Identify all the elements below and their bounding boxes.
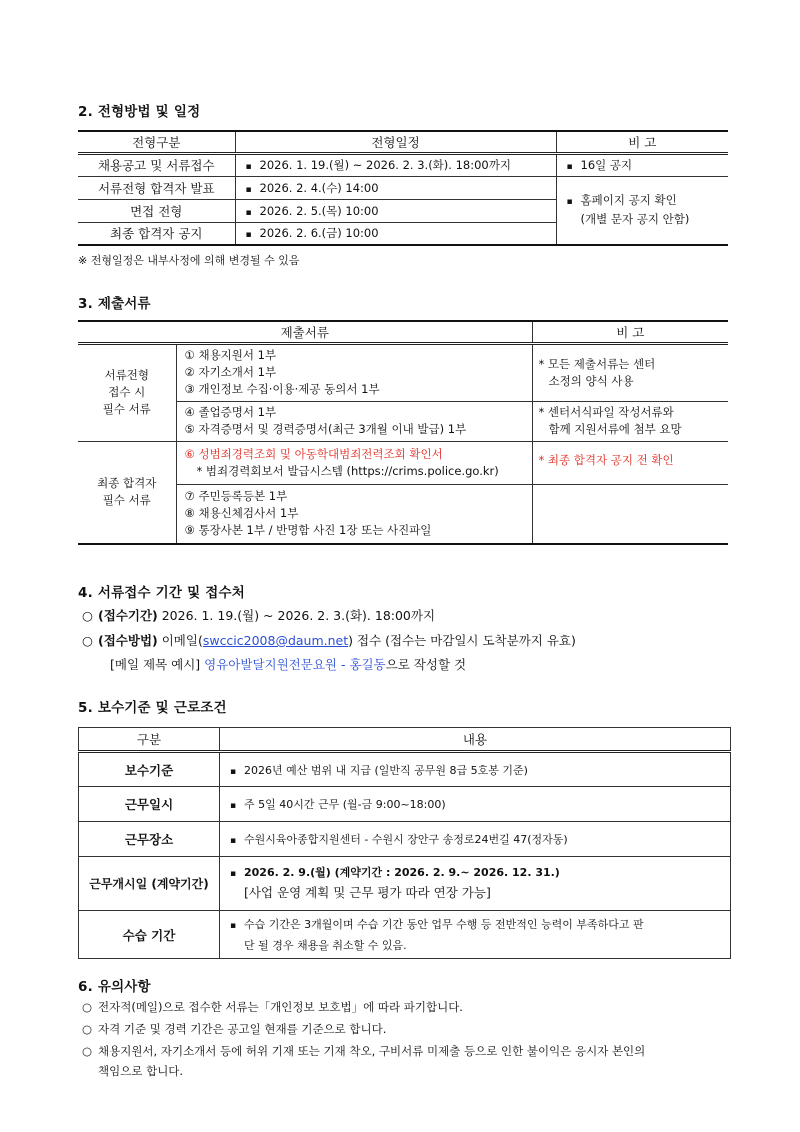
- conditions-content: ▪ 수원시육아종합지원센터 - 수원시 장안구 송정로24번길 47(정자동): [220, 822, 731, 857]
- list-item: ⑤ 자격증명서 및 경력증명서(최근 3개월 이내 발급) 1부: [184, 422, 467, 436]
- schedule-type: 서류전형 합격자 발표: [78, 176, 235, 199]
- merged-note-line1: 홈페이지 공지 확인: [580, 193, 677, 208]
- schedule-note: ▪ 16일 공지: [556, 153, 728, 176]
- group1-note-a: * 모든 제출서류는 센터 소정의 양식 사용: [532, 343, 728, 401]
- schedule-table: [78, 130, 728, 246]
- group2-items-b: [176, 484, 532, 544]
- group1-items-a: [176, 343, 532, 401]
- method-label: (접수방법): [98, 633, 158, 648]
- group1-items-b: [176, 401, 532, 441]
- table-row: [78, 176, 728, 199]
- table-row: [78, 484, 728, 544]
- conditions-header-content: 내용: [220, 728, 731, 752]
- schedule-date: ▪ 2026. 2. 5.(목) 10:00: [235, 199, 556, 222]
- group2-items-a: [176, 441, 532, 484]
- section6-title: 6. 유의사항: [78, 979, 151, 995]
- method-line: ○ (접수방법) 이메일(swccic2008@daum.net) 접수 (접수는 마감일시 도착분까지 유효): [82, 633, 576, 648]
- table-row: [79, 787, 731, 822]
- period-label: (접수기간): [98, 608, 158, 623]
- conditions-table: [78, 727, 731, 959]
- schedule-type: 채용공고 및 서류접수: [78, 153, 235, 176]
- list-item: ○ 자격 기준 및 경력 기간은 공고일 현재를 기준으로 합니다.: [82, 1022, 387, 1036]
- table-row: [79, 911, 731, 959]
- list-item: ④ 졸업증명서 1부: [184, 405, 277, 419]
- table-row: [79, 752, 731, 787]
- section5-title: 5. 보수기준 및 근로조건: [78, 700, 227, 716]
- conditions-content: ▪ 주 5일 40시간 근무 (월-금 9:00~18:00): [220, 787, 731, 822]
- schedule-header-note: 비 고: [556, 131, 728, 153]
- documents-header: 제출서류: [78, 321, 532, 343]
- list-item: ○ 전자적(메일)으로 접수한 서류는「개인정보 보호법」에 따라 파기합니다.: [82, 1000, 463, 1014]
- group2-note-a: * 최종 합격자 공지 전 확인: [532, 441, 728, 484]
- conditions-label: 보수기준: [79, 752, 220, 787]
- schedule-merged-note: ▪ 홈페이지 공지 확인 (개별 문자 공지 안함): [556, 176, 728, 245]
- schedule-footnote: ※ 전형일정은 내부사정에 의해 변경될 수 있음: [78, 254, 300, 267]
- table-row: [79, 857, 731, 911]
- schedule-header-date: 전형일정: [235, 131, 556, 153]
- table-row: [78, 343, 728, 401]
- conditions-label: 근무일시: [79, 787, 220, 822]
- table-row: [79, 822, 731, 857]
- conditions-label: 근무장소: [79, 822, 220, 857]
- documents-table: [78, 320, 728, 545]
- probation-label: 수습 기간: [79, 911, 220, 959]
- schedule-date: ▪ 2026. 2. 6.(금) 10:00: [235, 222, 556, 245]
- subject-example-line: [메일 제목 예시] 영유아발달지원전문요원 - 홍길동으로 작성할 것: [110, 657, 467, 672]
- section2-title: 2. 전형방법 및 일정: [78, 104, 201, 120]
- group1-note-b: * 센터서식파일 작성서류와 함께 지원서류에 첨부 요망: [532, 401, 728, 441]
- start-content: ▪ 2026. 2. 9.(월) (계약기간 : 2026. 2. 9.~ 2026. 12. 31.) [사업 운영 계획 및 근무 평가 따라 연장 가능]: [220, 857, 731, 911]
- period-text: 2026. 1. 19.(월) ~ 2026. 2. 3.(화). 18:00까지: [161, 608, 436, 623]
- list-item: ⑨ 통장사본 1부 / 반명함 사진 1장 또는 사진파일: [184, 523, 432, 538]
- list-item: * 범죄경력회보서 발급시스템 (https://crims.police.go.kr): [196, 463, 499, 478]
- table-row: [78, 441, 728, 484]
- schedule-type: 최종 합격자 공지: [78, 222, 235, 245]
- probation-content: ▪ 수습 기간은 3개월이며 수습 기간 동안 업무 수행 등 전반적인 능력이 부족하다고 판 단 될 경우 채용을 취소할 수 있음.: [220, 911, 731, 959]
- group2-label: 최종 합격자 필수 서류: [78, 441, 176, 544]
- table-row: [78, 401, 728, 441]
- conditions-content: ▪ 2026년 예산 범위 내 지급 (일반직 공무원 8급 5호봉 기준): [220, 752, 731, 787]
- conditions-header-type: 구분: [79, 728, 220, 752]
- list-item: ○ 채용지원서, 자기소개서 등에 허위 기재 또는 기재 착오, 구비서류 미제출 등으로 인한 불이익은 응시자 본인의: [82, 1044, 646, 1058]
- list-item: ⑦ 주민등록등본 1부: [184, 489, 288, 504]
- list-item: ⑧ 채용신체검사서 1부: [184, 506, 299, 521]
- period-line: ○ (접수기간) 2026. 1. 19.(월) ~ 2026. 2. 3.(화). 18:00까지: [82, 608, 436, 623]
- section4-title: 4. 서류접수 기간 및 접수처: [78, 585, 245, 601]
- schedule-date: ▪ 2026. 2. 4.(수) 14:00: [235, 176, 556, 199]
- group1-label: 서류전형 접수 시 필수 서류: [78, 343, 176, 441]
- schedule-type: 면접 전형: [78, 199, 235, 222]
- table-row: [78, 153, 728, 176]
- documents-header-note: 비 고: [532, 321, 728, 343]
- email-link[interactable]: swccic2008@daum.net: [202, 633, 349, 648]
- section3-title: 3. 제출서류: [78, 296, 151, 312]
- list-item: ⑥ 성범죄경력조회 및 아동학대범죄전력조회 확인서: [184, 446, 443, 461]
- start-label: 근무개시일 (계약기간): [79, 857, 220, 911]
- schedule-header-type: 전형구분: [78, 131, 235, 153]
- schedule-date: ▪ 2026. 1. 19.(월) ~ 2026. 2. 3.(화). 18:00까지: [235, 153, 556, 176]
- list-item: ② 자기소개서 1부: [184, 365, 277, 379]
- list-item-continuation: 책임으로 합니다.: [98, 1064, 184, 1078]
- merged-note-line2: (개별 문자 공지 안함): [580, 212, 690, 227]
- list-item: ③ 개인정보 수집·이용·제공 동의서 1부: [184, 382, 380, 396]
- list-item: ① 채용지원서 1부: [184, 348, 277, 362]
